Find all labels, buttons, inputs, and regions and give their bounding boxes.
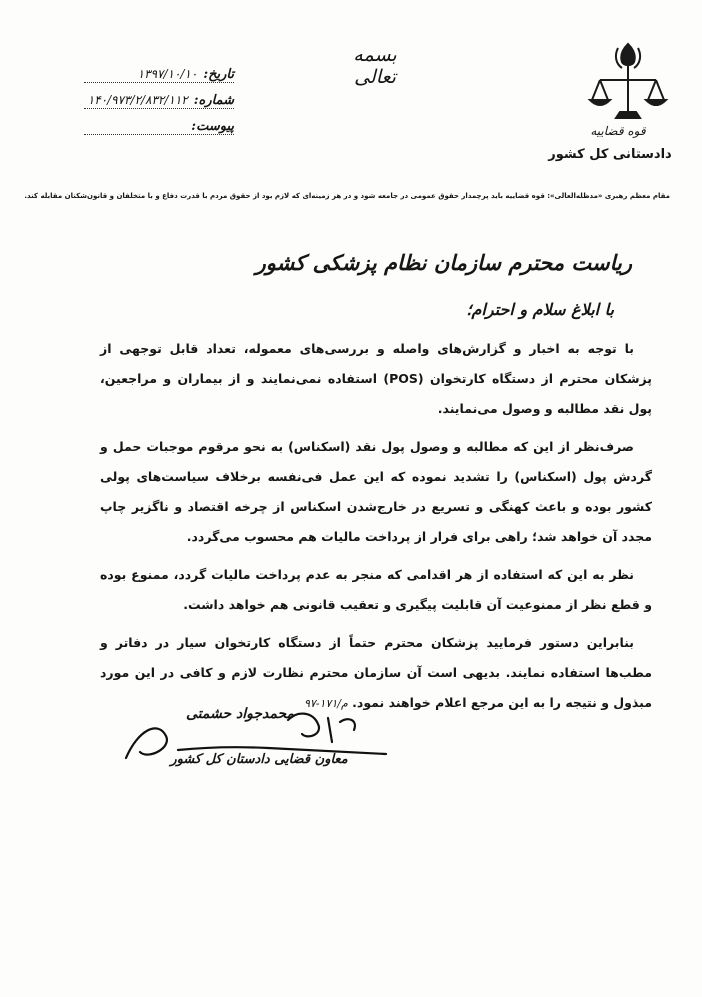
number-row xyxy=(84,86,234,109)
attachment-label: پیوست: xyxy=(191,119,234,134)
paragraph: صرف‌نظر از این که مطالبه و وصول پول نقد (اسکناس) به نحو مرقوم موجبات حمل و گردش پول (اسکناس) را تشدید نموده که این عمل فی‌نفسه برخلاف سیاست‌های پولی کشور بوده و باعث کهنگی و تسریع در خارج‌شدن اسکناس از چرخه اقتصاد و ناگزیر چاپ مجدد آن خواهد شد؛ راهی برای فرار از پرداخت مالیات هم محسوب می‌گردد. xyxy=(100,439,652,544)
judiciary-emblem-icon xyxy=(588,40,668,126)
paragraph-text: بنابراین دستور فرمایید پزشکان محترم حتماً از دستگاه کارتخوان سیار در دفاتر و مطب‌ها استفاده نمایند. بدیهی است آن سازمان محترم نظارت لازم و کافی در این مورد مبذول و نتیجه را به این مرجع اعلام خواهند نمود. xyxy=(100,635,652,710)
letter-meta xyxy=(84,60,234,138)
number-label: شماره: xyxy=(193,93,234,108)
greeting: با ابلاغ سلام و احترام؛ xyxy=(466,300,614,319)
paragraph: نظر به این که استفاده از هر اقدامی که منجر به عدم پرداخت مالیات گردد، ممنوع بوده و قطع نظر از ممنوعیت آن قابلیت پیگیری و تعقیب قانونی هم خواهد داشت. xyxy=(100,567,652,612)
invocation: بسمه تعالی xyxy=(353,44,397,88)
signatory-name: محمدجواد حشمتی xyxy=(186,706,294,722)
motto-line: مقام معظم رهبری «مدظله‌العالی»: قوه قضاییه باید پرچمدار حقوق عمومی در جامعه شود و در هر زمینه‌ای که لازم بود از حقوق مردم با قدرت دفاع و با متخلفان و قانون‌شکنان مقابله کند. xyxy=(24,192,670,200)
date-label: تاریخ: xyxy=(203,67,234,82)
paragraph: با توجه به اخبار و گزارش‌های واصله و بررسی‌های معموله، تعداد قابل توجهی از پزشکان محترم از دستگاه کارتخوان (POS) استفاده نمی‌نمایند و از بیماران و مراجعین، پول نقد مطالبه و وصول می‌نمایند. xyxy=(100,341,652,416)
number-value: ۱۴۰/۹۷۳/۲/۸۳۲/۱۱۲ xyxy=(87,93,188,107)
signatory-title: معاون قضایی دادستان کل کشور xyxy=(170,752,348,767)
letter-body xyxy=(100,334,652,727)
organization-name: قوه قضاییه xyxy=(590,124,646,138)
attachment-row xyxy=(84,112,234,135)
date-value: ۱۳۹۷/۱۰/۱۰ xyxy=(137,67,198,81)
date-row xyxy=(84,60,234,83)
organization-department: دادستانی کل کشور xyxy=(548,147,672,162)
closing-note: م/۱۷۱-۹۷ xyxy=(304,697,348,710)
addressee: ریاست محترم سازمان نظام پزشکی کشور xyxy=(255,250,632,275)
